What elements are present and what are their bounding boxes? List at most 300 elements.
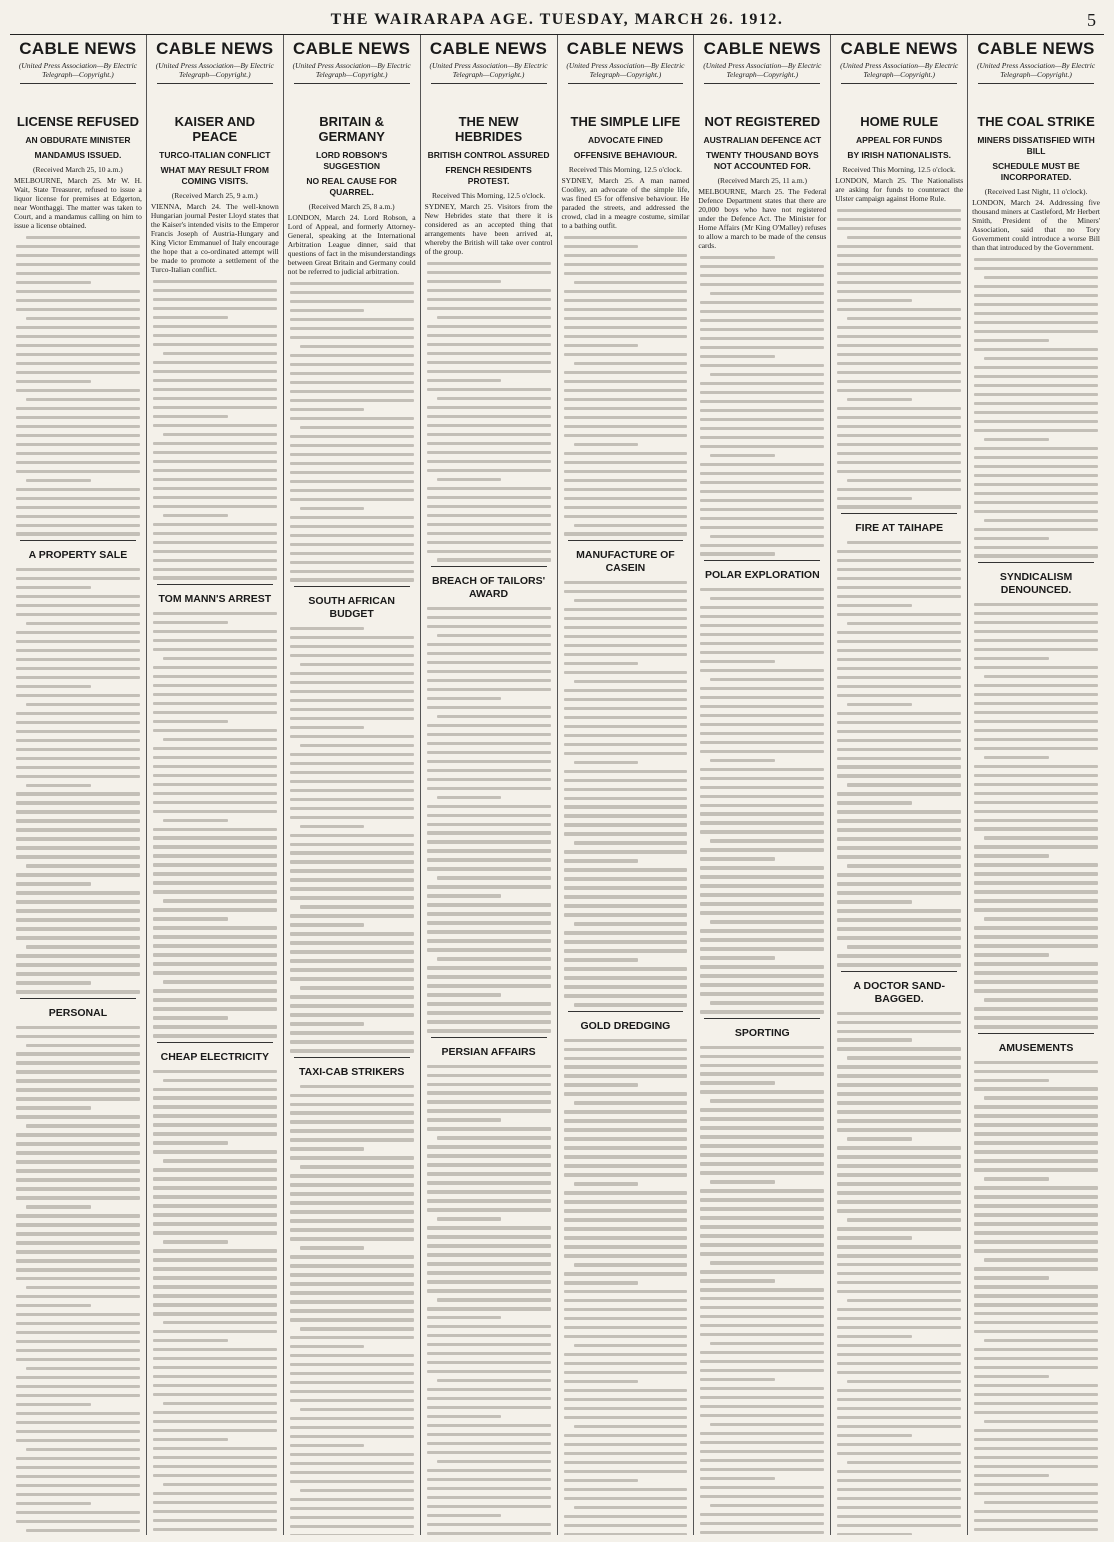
text-line: [16, 1115, 140, 1118]
text-line: [16, 488, 140, 491]
text-line: [564, 1254, 688, 1257]
text-line: [837, 1371, 961, 1374]
text-line: [564, 1048, 688, 1051]
text-line: [427, 271, 551, 274]
text-line: [16, 335, 140, 338]
text-line: [837, 900, 912, 903]
text-line: [984, 917, 1098, 920]
text-line: [290, 1453, 414, 1456]
text-line: [290, 878, 414, 881]
text-line: [16, 909, 140, 912]
column-heading: CABLE NEWS: [566, 39, 685, 58]
text-line: [974, 1016, 1098, 1019]
text-line: [16, 308, 140, 311]
text-line: [300, 1165, 414, 1168]
text-line: [974, 1375, 1049, 1378]
text-line: [974, 1070, 1098, 1073]
text-block: [14, 1026, 142, 1535]
text-line: [564, 1497, 688, 1500]
text-line: [700, 1198, 824, 1201]
text-line: [837, 559, 961, 562]
text-line: [710, 920, 824, 923]
story-subhead: ADVOCATE FINED: [587, 135, 663, 145]
text-line: [427, 778, 551, 781]
text-line: [16, 452, 140, 455]
text-line: [427, 858, 551, 861]
text-line: [984, 357, 1098, 360]
text-line: [153, 1070, 277, 1073]
text-line: [700, 1288, 824, 1291]
text-line: [153, 1231, 277, 1234]
text-line: [700, 768, 824, 771]
text-line: [837, 828, 961, 831]
text-line: [153, 854, 277, 857]
text-line: [427, 670, 551, 673]
text-line: [837, 1173, 961, 1176]
text-line: [427, 325, 551, 328]
text-line: [700, 1432, 824, 1435]
text-line: [974, 1276, 1049, 1279]
text-line: [16, 990, 140, 993]
text-line: [153, 289, 277, 292]
text-line: [837, 299, 912, 302]
text-line: [427, 769, 551, 772]
text-line: [16, 461, 140, 464]
text-line: [700, 1046, 824, 1049]
text-line: [427, 1478, 551, 1481]
text-line: [153, 1330, 277, 1333]
text-line: [153, 720, 228, 723]
text-line: [837, 1389, 961, 1392]
text-line: [290, 1372, 414, 1375]
text-line: [290, 923, 365, 926]
story-subhead-secondary: NO REAL CAUSE FOR QUARREL.: [306, 176, 397, 197]
text-line: [427, 894, 502, 897]
text-line: [564, 263, 688, 266]
text-line: [974, 783, 1098, 786]
wire-credit: (United Press Association—By Electric Telegraph—Copyright.): [566, 61, 685, 79]
text-line: [837, 1470, 961, 1473]
text-line: [427, 1065, 551, 1068]
text-line: [974, 612, 1098, 615]
text-line: [16, 1250, 140, 1253]
text-line: [837, 272, 961, 275]
text-line: [153, 343, 277, 346]
story-subhead-secondary: BY IRISH NATIONALISTS.: [847, 150, 951, 160]
text-line: [974, 666, 1098, 669]
text-line: [16, 918, 140, 921]
text-line: [574, 1263, 688, 1266]
text-line: [700, 893, 824, 896]
text-line: [974, 935, 1098, 938]
text-line: [290, 561, 414, 564]
text-line: [290, 789, 414, 792]
text-line: [710, 839, 824, 842]
text-line: [564, 335, 688, 338]
text-block: [698, 1046, 826, 1535]
text-line: [564, 805, 688, 808]
text-line: [837, 765, 961, 768]
text-line: [700, 1369, 824, 1372]
text-line: [984, 519, 1098, 522]
text-line: [837, 1110, 961, 1113]
text-block: [835, 1012, 963, 1535]
text-line: [153, 1519, 277, 1522]
text-line: [16, 245, 140, 248]
text-line: [16, 792, 140, 795]
wire-credit: (United Press Association—By Electric Telegraph—Copyright.): [18, 61, 137, 79]
text-line: [974, 693, 1098, 696]
text-line: [574, 524, 688, 527]
text-line: [564, 608, 688, 611]
text-line: [153, 361, 277, 364]
text-line: [564, 1191, 688, 1194]
text-line: [564, 398, 688, 401]
text-line: [700, 848, 824, 851]
text-line: [700, 750, 824, 753]
story-subhead: APPEAL FOR FUNDS: [856, 135, 943, 145]
text-line: [700, 1441, 824, 1444]
text-line: [16, 1241, 140, 1244]
text-line: [564, 326, 688, 329]
text-line: [564, 1281, 639, 1284]
text-line: [16, 1142, 140, 1145]
text-line: [427, 289, 551, 292]
text-line: [564, 859, 639, 862]
text-line: [437, 715, 551, 718]
text-line: [837, 1272, 961, 1275]
section-heading: PERSONAL: [48, 1006, 108, 1019]
text-line: [974, 554, 1098, 557]
text-line: [290, 645, 414, 648]
column-heading: CABLE NEWS: [429, 39, 548, 58]
text-line: [153, 1348, 277, 1351]
text-line: [700, 1486, 824, 1489]
text-line: [974, 1510, 1098, 1513]
text-line: [837, 810, 961, 813]
text-line: [16, 819, 140, 822]
divider: [841, 83, 957, 84]
text-line: [564, 389, 688, 392]
text-line: [153, 648, 277, 651]
text-line: [847, 541, 961, 544]
text-line: [153, 1294, 277, 1297]
text-line: [16, 1439, 140, 1442]
text-line: [700, 481, 824, 484]
dateline: Received This Morning, 12.5 o'clock.: [432, 191, 546, 200]
text-line: [153, 550, 277, 553]
text-line: [564, 236, 688, 239]
text-line: [837, 1209, 961, 1212]
text-line: [700, 1243, 824, 1246]
text-line: [16, 1421, 140, 1424]
text-line: [26, 1205, 91, 1208]
section-heading: A DOCTOR SAND-BAGGED.: [853, 979, 945, 1005]
text-line: [437, 957, 551, 960]
text-line: [837, 1047, 961, 1050]
text-line: [974, 393, 1098, 396]
text-line: [290, 941, 414, 944]
text-line: [153, 1312, 277, 1315]
text-line: [16, 595, 140, 598]
text-line: [564, 1164, 688, 1167]
divider: [294, 1057, 410, 1058]
text-line: [710, 535, 824, 538]
text-line: [290, 780, 414, 783]
text-line: [153, 1267, 277, 1270]
text-block: [14, 568, 142, 994]
text-line: [163, 1079, 277, 1082]
text-line: [700, 1351, 824, 1354]
text-line: [427, 361, 551, 364]
text-line: [564, 371, 688, 374]
text-line: [427, 724, 551, 727]
text-line: [700, 1171, 824, 1174]
text-line: [290, 1174, 414, 1177]
section-heading: SOUTH AFRICAN BUDGET: [308, 594, 395, 620]
text-line: [984, 675, 1098, 678]
text-line: [564, 1236, 688, 1239]
text-line: [290, 534, 414, 537]
text-line: [564, 254, 688, 257]
text-line: [427, 930, 551, 933]
text-line: [16, 1358, 140, 1361]
text-line: [974, 339, 1049, 342]
dateline: (Received March 25, 9 a.m.): [171, 191, 258, 200]
text-line: [163, 980, 277, 983]
text-line: [837, 1398, 961, 1401]
text-line: [700, 1144, 824, 1147]
text-line: [163, 433, 277, 436]
text-line: [700, 1064, 824, 1067]
text-line: [837, 1065, 961, 1068]
text-line: [564, 380, 688, 383]
dateline: (Received March 25, 11 a.m.): [717, 176, 808, 185]
text-line: [427, 280, 502, 283]
text-line: [290, 1049, 414, 1052]
divider: [841, 513, 957, 514]
text-line: [837, 1200, 961, 1203]
text-line: [290, 525, 414, 528]
text-line: [16, 1223, 140, 1226]
text-line: [837, 497, 912, 500]
text-line: [564, 913, 688, 916]
text-line: [437, 1298, 551, 1301]
text-line: [290, 498, 414, 501]
text-line: [153, 1186, 277, 1189]
wire-credit: (United Press Association—By Electric Telegraph—Copyright.): [155, 61, 274, 79]
text-line: [290, 869, 414, 872]
text-line: [16, 1160, 140, 1163]
text-line: [16, 1088, 140, 1091]
text-line: [837, 846, 961, 849]
text-line: [700, 1072, 824, 1075]
text-line: [153, 1438, 228, 1441]
text-line: [700, 409, 824, 412]
text-line: [16, 604, 140, 607]
text-line: [290, 1103, 414, 1106]
text-block: [698, 588, 826, 1014]
text-line: [427, 679, 551, 682]
text-line: [290, 1318, 414, 1321]
text-line: [427, 1011, 551, 1014]
text-line: [427, 1109, 551, 1112]
text-line: [974, 1357, 1098, 1360]
text-line: [16, 1475, 140, 1478]
text-line: [16, 801, 140, 804]
story-title: KAISER AND PEACE: [174, 114, 256, 144]
text-line: [700, 328, 824, 331]
text-line: [153, 451, 277, 454]
text-line: [16, 362, 140, 365]
divider: [841, 971, 957, 972]
text-line: [153, 917, 228, 920]
text-line: [16, 353, 140, 356]
story-paragraph: LONDON, March 24. Addressing five thousand miners at Castleford, Mr Herbert Smith, President of the Miners' Association, said that no Tory Government could introduce a worse Bill than that introduced by the Government.: [972, 198, 1100, 252]
text-line: [700, 1216, 824, 1219]
story-subhead: TURCO-ITALIAN CONFLICT: [159, 150, 271, 160]
text-line: [290, 1300, 414, 1303]
text-line: [564, 245, 639, 248]
text-line: [564, 452, 688, 455]
text-line: [290, 300, 414, 303]
text-line: [153, 828, 277, 831]
text-line: [700, 1153, 824, 1156]
text-line: [564, 353, 688, 356]
text-line: [290, 1282, 414, 1285]
text-line: [710, 1099, 824, 1102]
text-line: [564, 958, 639, 961]
story-paragraph: LONDON, March 24. Lord Robson, a Lord of Appeal, and formerly Attorney-General, speaking at the International Arbitration League dinner, said that questions of fact in the misunderstandings between Great Britain and Germany could not be referred to judicial arbitration.: [287, 213, 416, 276]
text-line: [974, 944, 1098, 947]
text-line: [427, 1002, 551, 1005]
text-line: [427, 442, 551, 445]
text-line: [700, 265, 824, 268]
text-line: [427, 1361, 551, 1364]
text-line: [564, 344, 639, 347]
text-line: [837, 263, 961, 266]
text-line: [153, 397, 277, 400]
text-line: [153, 1510, 277, 1513]
text-line: [847, 1299, 961, 1302]
text-line: [300, 1489, 414, 1492]
story-title: NOT REGISTERED: [704, 114, 821, 129]
text-line: [700, 283, 824, 286]
text-line: [564, 653, 688, 656]
text-line: [290, 516, 414, 519]
text-line: [427, 1352, 551, 1355]
text-line: [564, 707, 688, 710]
text-line: [153, 496, 277, 499]
text-line: [564, 1470, 688, 1473]
text-line: [427, 406, 551, 409]
text-line: [837, 954, 961, 957]
text-line: [847, 398, 912, 401]
text-line: [290, 1507, 414, 1510]
text-line: [16, 1178, 140, 1181]
text-line: [290, 543, 414, 546]
text-line: [837, 604, 912, 607]
text-line: [837, 488, 961, 491]
text-line: [290, 914, 414, 917]
text-line: [427, 1190, 551, 1193]
text-line: [16, 1403, 91, 1406]
column-heading: CABLE NEWS: [977, 39, 1095, 58]
section-heading: GOLD DREDGING: [580, 1019, 671, 1032]
text-line: [700, 1252, 824, 1255]
text-line: [700, 1396, 824, 1399]
text-line: [16, 1187, 140, 1190]
text-line: [153, 774, 277, 777]
text-line: [16, 568, 140, 571]
text-line: [153, 1096, 277, 1099]
text-line: [290, 654, 414, 657]
text-line: [290, 435, 414, 438]
text-line: [290, 1480, 414, 1483]
text-line: [437, 478, 502, 481]
text-line: [290, 1354, 414, 1357]
text-line: [427, 343, 551, 346]
story-title: BRITAIN & GERMANY: [318, 114, 385, 144]
text-line: [700, 1495, 824, 1498]
text-line: [427, 1253, 551, 1256]
text-line: [153, 1384, 277, 1387]
story-title: LICENSE REFUSED: [16, 114, 139, 129]
text-line: [153, 406, 277, 409]
text-line: [153, 388, 277, 391]
story-subhead: AN OBDURATE MINISTER: [25, 135, 131, 145]
text-line: [427, 514, 551, 517]
text-line: [427, 1487, 551, 1490]
text-line: [290, 291, 414, 294]
text-line: [427, 805, 551, 808]
text-line: [153, 801, 277, 804]
text-line: [163, 899, 277, 902]
text-line: [427, 1307, 551, 1310]
text-line: [700, 956, 775, 959]
text-line: [700, 1477, 775, 1480]
text-line: [837, 407, 961, 410]
text-line: [300, 986, 414, 989]
text-line: [564, 299, 688, 302]
text-line: [427, 733, 551, 736]
dateline: (Received March 25, 8 a.m.): [308, 202, 395, 211]
text-line: [700, 1531, 824, 1534]
text-line: [564, 734, 688, 737]
text-line: [564, 1434, 688, 1437]
text-line: [427, 1334, 551, 1337]
text-line: [974, 1456, 1098, 1459]
text-line: [700, 947, 824, 950]
text-line: [700, 1270, 824, 1273]
text-line: [427, 262, 551, 265]
text-line: [700, 1135, 824, 1138]
story-subhead-secondary: MANDAMUS ISSUED.: [34, 150, 122, 160]
text-line: [163, 514, 228, 517]
text-line: [427, 352, 551, 355]
text-line: [427, 1074, 551, 1077]
text-line: [16, 694, 140, 697]
text-line: [984, 1177, 1049, 1180]
text-line: [290, 471, 414, 474]
text-line: [837, 389, 961, 392]
text-line: [437, 796, 502, 799]
wire-credit: (United Press Association—By Electric Telegraph—Copyright.): [840, 61, 959, 79]
text-line: [974, 845, 1098, 848]
text-line: [26, 317, 140, 320]
text-line: [974, 348, 1098, 351]
text-line: [427, 1127, 551, 1130]
